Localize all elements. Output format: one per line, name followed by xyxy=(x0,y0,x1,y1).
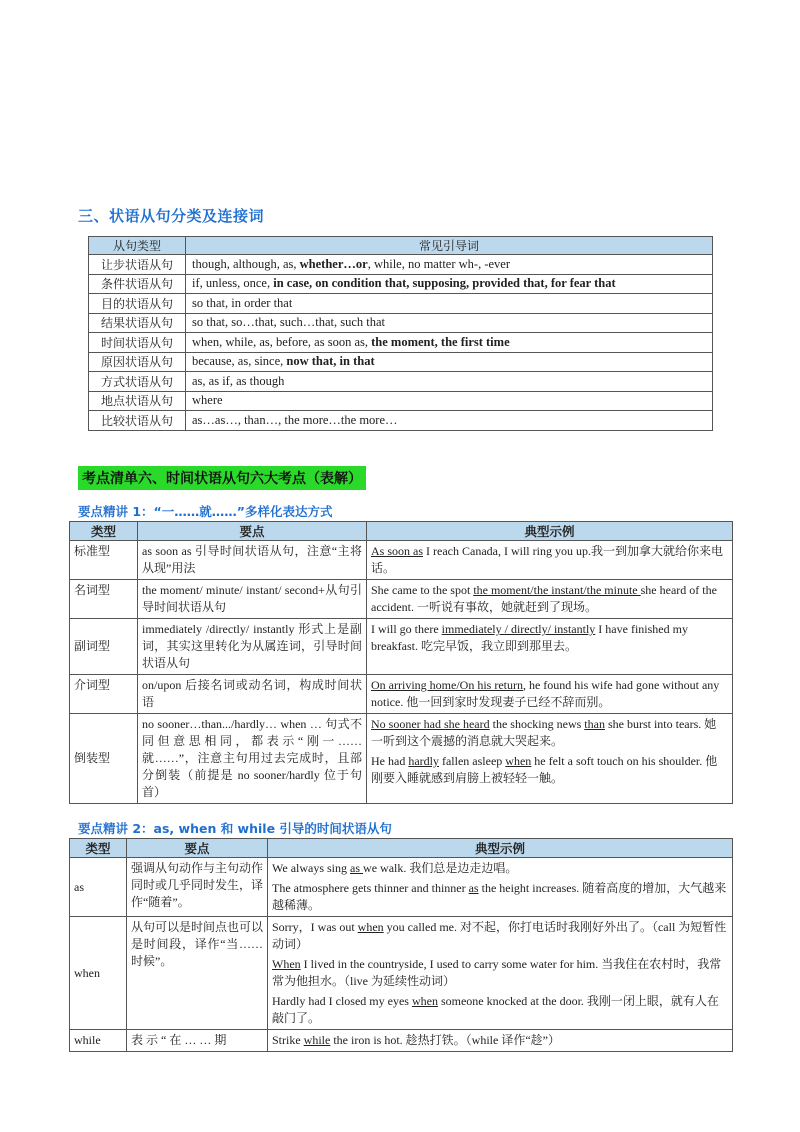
type-cell: 介词型 xyxy=(70,675,138,714)
header-point: 要点 xyxy=(127,839,268,858)
header-clause-type: 从句类型 xyxy=(89,237,186,255)
connectives: as, as if, as though xyxy=(186,372,713,392)
type-cell: 倒装型 xyxy=(70,714,138,804)
table-row xyxy=(89,313,713,333)
connectives: when, while, as, before, as soon as, the moment, the first time xyxy=(186,333,713,353)
table-row xyxy=(70,714,733,804)
point2-title: 要点精讲 2：as, when 和 while 引导的时间状语从句 xyxy=(78,821,392,836)
point2-table xyxy=(69,838,733,1052)
table-row xyxy=(70,619,733,675)
point-cell: the moment/ minute/ instant/ second+从句引导时间状语从句 xyxy=(138,580,367,619)
connectives: so that, in order that xyxy=(186,294,713,314)
connectives: though, although, as, whether…or, while, no matter wh-, -ever xyxy=(186,255,713,275)
point-cell: 表 示 “ 在 … … 期 xyxy=(127,1030,268,1052)
clause-type: 地点状语从句 xyxy=(89,391,186,411)
clause-type: 条件状语从句 xyxy=(89,274,186,294)
header-example: 典型示例 xyxy=(268,839,733,858)
connectives: where xyxy=(186,391,713,411)
type-cell: when xyxy=(70,917,127,1030)
clause-type: 时间状语从句 xyxy=(89,333,186,353)
section-title: 三、状语从句分类及连接词 xyxy=(78,207,265,225)
point-cell: as soon as 引导时间状语从句，注意“主将从现”用法 xyxy=(138,541,367,580)
type-cell: 名词型 xyxy=(70,580,138,619)
type-cell: while xyxy=(70,1030,127,1052)
connectives: as…as…, than…, the more…the more… xyxy=(186,411,713,431)
table-row xyxy=(89,333,713,353)
table-row xyxy=(70,541,733,580)
table-row xyxy=(89,352,713,372)
table-row xyxy=(89,294,713,314)
type-cell: 副词型 xyxy=(70,619,138,675)
clause-type: 让步状语从句 xyxy=(89,255,186,275)
example-cell: Strike while the iron is hot. 趁热打铁。（while 译作“趁”） xyxy=(268,1030,733,1052)
point-cell: 从句可以是时间点也可以是时间段，译作“当……时候”。 xyxy=(127,917,268,1030)
clause-type: 目的状语从句 xyxy=(89,294,186,314)
type-cell: 标准型 xyxy=(70,541,138,580)
point-cell: immediately /directly/ instantly 形式上是副词，其实这里转化为从属连词，引导时间状语从句 xyxy=(138,619,367,675)
table-row xyxy=(70,917,733,1030)
clause-type: 结果状语从句 xyxy=(89,313,186,333)
clause-type: 方式状语从句 xyxy=(89,372,186,392)
type-cell: as xyxy=(70,858,127,917)
table-row xyxy=(70,1030,733,1052)
example-cell: I will go there immediately / directly/ instantly I have finished my breakfast. 吃完早饭，我立即到那里去。 xyxy=(367,619,733,675)
table-header-row xyxy=(70,522,733,541)
table-row xyxy=(70,675,733,714)
list6-heading: 考点清单六、时间状语从句六大考点（表解） xyxy=(78,466,366,490)
header-type: 类型 xyxy=(70,522,138,541)
table-row xyxy=(70,858,733,917)
table-header-row xyxy=(89,237,713,255)
table-row xyxy=(89,391,713,411)
table-row xyxy=(89,411,713,431)
connectives: because, as, since, now that, in that xyxy=(186,352,713,372)
point-cell: 强调从句动作与主句动作同时或几乎同时发生，译作“随着”。 xyxy=(127,858,268,917)
table-row xyxy=(89,255,713,275)
header-connectives: 常见引导词 xyxy=(186,237,713,255)
connectives: if, unless, once, in case, on condition that, supposing, provided that, for fear that xyxy=(186,274,713,294)
connectives: so that, so…that, such…that, such that xyxy=(186,313,713,333)
clause-type-table xyxy=(88,236,713,431)
example-cell: As soon as I reach Canada, I will ring you up.我一到加拿大就给你来电话。 xyxy=(367,541,733,580)
point-cell: no sooner…than.../hardly… when … 句式不同但意思相同，都表示“刚一……就……”，注意主句用过去完成时，且部分倒装（前提是 no sooner/hardly 位于句首） xyxy=(138,714,367,804)
point1-table xyxy=(69,521,733,804)
example-cell: Sorry，I was out when you called me. 对不起，你打电话时我刚好外出了。（call 为短暂性动词） When I lived in the countryside, I used to carry some water for him. 当我住在农村时，我常常为他担水。（live 为延续性动词） Hardly had I closed my eyes when someone knocked at the door. 我刚一闭上眼，就有人在敲门了。 xyxy=(268,917,733,1030)
clause-type: 原因状语从句 xyxy=(89,352,186,372)
example-cell: She came to the spot the moment/the instant/the minute she heard of the accident. 一听说有事故，她就赶到了现场。 xyxy=(367,580,733,619)
point-cell: on/upon 后接名词或动名词，构成时间状语 xyxy=(138,675,367,714)
table-row xyxy=(70,580,733,619)
example-cell: No sooner had she heard the shocking news than she burst into tears. 她一听到这个震撼的消息就大哭起来。 He had hardly fallen asleep when he felt a soft touch on his shoulder. 他刚要入睡就感到肩膀上被轻轻一触。 xyxy=(367,714,733,804)
header-type: 类型 xyxy=(70,839,127,858)
table-row xyxy=(89,372,713,392)
point1-title: 要点精讲 1：“一……就……”多样化表达方式 xyxy=(78,504,333,519)
table-row xyxy=(89,274,713,294)
example-cell: We always sing as we walk. 我们总是边走边唱。 The atmosphere gets thinner and thinner as the height increases. 随着高度的增加，大气越来越稀薄。 xyxy=(268,858,733,917)
header-example: 典型示例 xyxy=(367,522,733,541)
header-point: 要点 xyxy=(138,522,367,541)
example-cell: On arriving home/On his return, he found his wife had gone without any notice. 他一回到家时发现妻子已经不辞而别。 xyxy=(367,675,733,714)
table-header-row xyxy=(70,839,733,858)
clause-type: 比较状语从句 xyxy=(89,411,186,431)
